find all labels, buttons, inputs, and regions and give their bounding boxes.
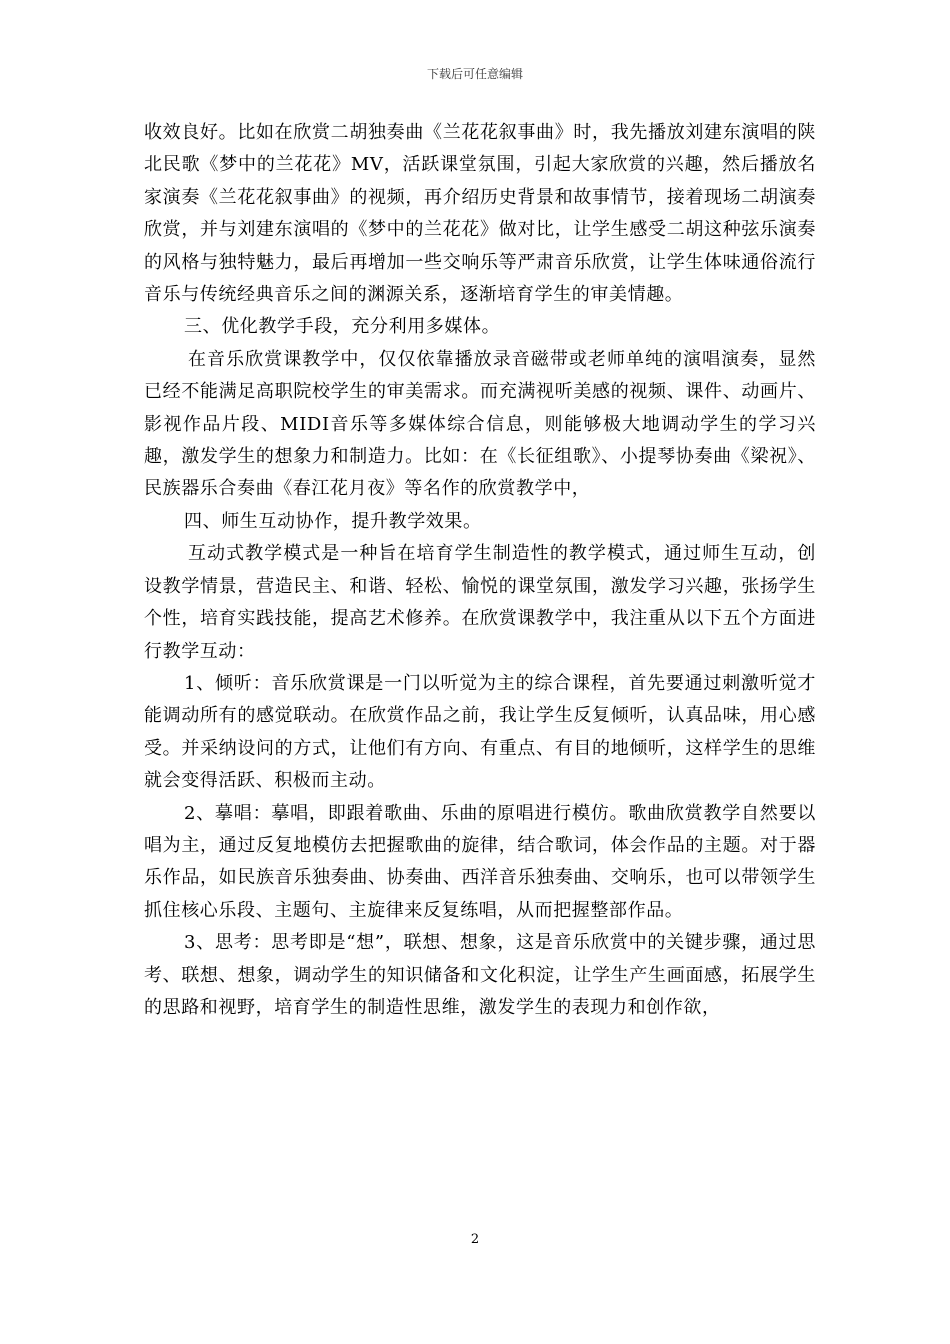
paragraph-multimedia: 在音乐欣赏课教学中，仅仅依靠播放录音磁带或老师单纯的演唱演奏，显然已经不能满足高职院校学生的审美需求。而充满视听美感的视频、课件、动画片、影视作品片段、MIDI音乐等多媒体综合信息，则能够极大地调动学生的学习兴趣，激发学生的想象力和制造力。比如：在《长征组歌》、小提琴协奏曲《梁祝》、民族器乐合奏曲《春江花月夜》等名作的欣赏教学中， [144, 348, 816, 500]
section-heading-4: 四、师生互动协作，提升教学效果。 [184, 510, 482, 532]
page-header: 下载后可任意编辑 [426, 67, 523, 81]
document-body [144, 117, 816, 1024]
section-heading-3: 三、优化教学手段，充分利用多媒体。 [184, 316, 501, 338]
paragraph-interactive: 互动式教学模式是一种旨在培育学生制造性的教学模式，通过师生互动，创设教学情景，营造民主、和谐、轻松、愉悦的课堂氛围，激发学习兴趣，张扬学生个性，培育实践技能，提高艺术修养。在欣赏课教学中，我注重从以下五个方面进行教学互动： [144, 543, 816, 662]
list-item-singing: 2、摹唱：摹唱，即跟着歌曲、乐曲的原唱进行模仿。歌曲欣赏教学自然要以唱为主，通过反复地模仿去把握歌曲的旋律，结合歌词，体会作品的主题。对于器乐作品，如民族音乐独奏曲、协奏曲、西洋音乐独奏曲、交响乐，也可以带领学生抓住核心乐段、主题句、主旋律来反复练唱，从而把握整部作品。 [144, 802, 816, 921]
page-number: 2 [470, 1232, 480, 1247]
paragraph-continuation: 收效良好。比如在欣赏二胡独奏曲《兰花花叙事曲》时，我先播放刘建东演唱的陕北民歌《梦中的兰花花》MV，活跃课堂氛围，引起大家欣赏的兴趣，然后播放名家演奏《兰花花叙事曲》的视频，再介绍历史背景和故事情节，接着现场二胡演奏欣赏，并与刘建东演唱的《梦中的兰花花》做对比，让学生感受二胡这种弦乐演奏的风格与独特魅力，最后再增加一些交响乐等严肃音乐欣赏，让学生体味通俗流行音乐与传统经典音乐之间的渊源关系，逐渐培育学生的审美情趣。 [144, 122, 816, 306]
list-item-listening: 1、倾听：音乐欣赏课是一门以听觉为主的综合课程，首先要通过刺激听觉才能调动所有的感觉联动。在欣赏作品之前，我让学生反复倾听，认真品味，用心感受。并采纳设问的方式，让他们有方向、有重点、有目的地倾听，这样学生的思维就会变得活跃、积极而主动。 [144, 672, 816, 792]
list-item-thinking: 3、思考：思考即是“想”，联想、想象，这是音乐欣赏中的关键步骤，通过思考、联想、想象，调动学生的知识储备和文化积淀，让学生产生画面感，拓展学生的思路和视野，培育学生的制造性思维，激发学生的表现力和创作欲， [144, 932, 816, 1018]
